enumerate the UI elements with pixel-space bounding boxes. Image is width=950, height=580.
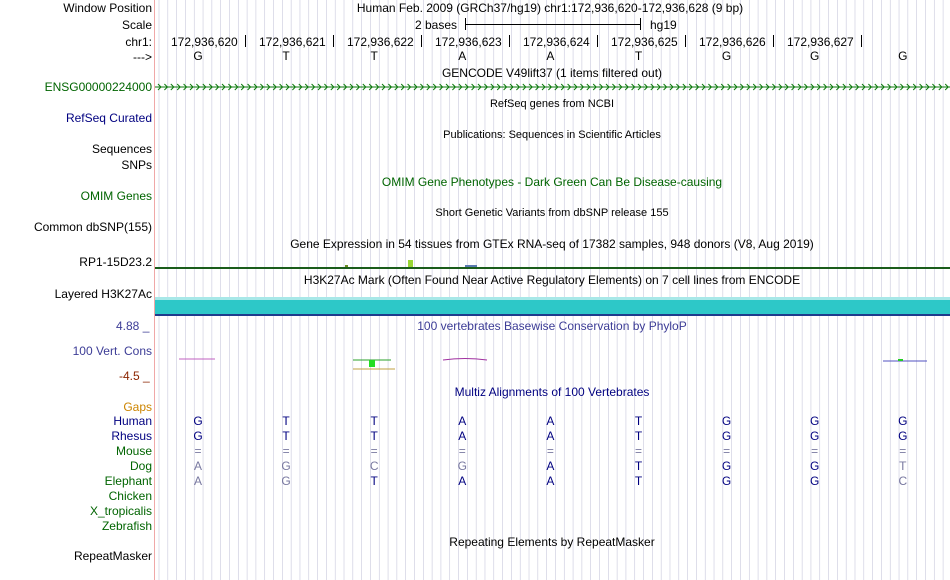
alignment-base: A xyxy=(546,414,555,428)
refseq-track-label[interactable]: RefSeq Curated xyxy=(65,111,152,125)
h3k27ac-track-label[interactable]: Layered H3K27Ac xyxy=(54,287,152,301)
base-letter: T xyxy=(282,49,290,63)
alignment-base: = xyxy=(282,444,290,458)
gtex-expression-bar[interactable] xyxy=(408,260,413,267)
omim-track-label[interactable]: OMIM Genes xyxy=(80,189,152,203)
alignment-base: T xyxy=(899,459,907,473)
alignment-base: G xyxy=(721,414,732,428)
alignment-base: G xyxy=(457,459,467,473)
window-position-title: Human Feb. 2009 (GRCh37/hg19) chr1:172,936,620-172,936,628 (9 bp) xyxy=(356,1,744,15)
base-letter: T xyxy=(634,49,643,63)
base-letter: G xyxy=(898,49,908,63)
alignment-base: G xyxy=(898,429,908,443)
phylop-conservation-plot[interactable] xyxy=(155,350,950,374)
base-letter: A xyxy=(546,49,555,63)
species-label[interactable]: Human xyxy=(113,414,152,428)
position-tick-mark xyxy=(685,35,686,47)
position-tick-mark xyxy=(245,35,246,47)
alignment-base: A xyxy=(193,459,203,473)
alignment-base: A xyxy=(546,474,555,488)
h3k27ac-track-title[interactable]: H3K27Ac Mark (Often Found Near Active Regulatory Elements) on 7 cell lines from ENCODE xyxy=(303,273,801,287)
base-letter: T xyxy=(370,49,378,63)
chrom-label[interactable]: chr1: xyxy=(125,35,152,49)
alignment-base: T xyxy=(634,474,643,488)
phylop-min-value: -4.5 _ xyxy=(119,369,150,383)
gaps-label[interactable]: Gaps xyxy=(123,400,152,414)
alignment-base: G xyxy=(193,429,203,443)
alignment-base: A xyxy=(546,459,555,473)
alignment-base: G xyxy=(193,414,203,428)
gtex-track-title[interactable]: Gene Expression in 54 tissues from GTEx RNA-seq of 17382 samples, 948 donors (V8, Aug 2019) xyxy=(290,237,814,251)
alignment-base: T xyxy=(634,429,643,443)
species-label[interactable]: Mouse xyxy=(115,444,152,458)
position-tick-mark xyxy=(509,35,510,47)
gtex-expression-bar[interactable] xyxy=(465,265,477,267)
window-position-label: Window Position xyxy=(63,1,152,15)
gtex-expression-baseline[interactable] xyxy=(155,267,950,269)
dbsnp-track-title[interactable]: Short Genetic Variants from dbSNP release 155 xyxy=(435,207,669,219)
gencode-track-title[interactable]: GENCODE V49lift37 (1 items filtered out) xyxy=(441,66,663,80)
alignment-base: A xyxy=(458,474,467,488)
snps-track-label[interactable]: SNPs xyxy=(121,158,152,172)
scale-bar-right-tick xyxy=(640,18,641,30)
alignment-base: T xyxy=(634,414,643,428)
omim-track-title[interactable]: OMIM Gene Phenotypes - Dark Green Can Be Disease-causing xyxy=(381,175,723,189)
position-tick-label: 172,936,623 xyxy=(435,35,502,49)
alignment-base: G xyxy=(810,459,820,473)
base-letter: G xyxy=(810,49,820,63)
position-tick-label: 172,936,620 xyxy=(171,35,238,49)
alignment-base: = xyxy=(634,444,643,458)
gtex-track-label[interactable]: RP1-15D23.2 xyxy=(79,255,152,269)
gencode-track-label[interactable]: ENSG00000224000 xyxy=(44,80,152,94)
alignment-base: = xyxy=(899,444,907,458)
base-letter: G xyxy=(193,49,203,63)
alignment-base: A xyxy=(458,429,467,443)
species-label[interactable]: Zebrafish xyxy=(101,519,152,533)
phylop-track-title[interactable]: 100 vertebrates Basewise Conservation by PhyloP xyxy=(417,319,687,333)
alignment-base: = xyxy=(723,444,731,458)
scale-bar xyxy=(465,24,641,25)
alignment-base: G xyxy=(810,414,820,428)
alignment-base: = xyxy=(458,444,466,458)
species-label[interactable]: Rhesus xyxy=(111,429,152,443)
alignment-base: G xyxy=(721,429,732,443)
alignment-base: G xyxy=(721,459,732,473)
position-tick-label: 172,936,626 xyxy=(699,35,766,49)
alignment-base: T xyxy=(282,414,290,428)
publications-track-title[interactable]: Publications: Sequences in Scientific Articles xyxy=(443,129,661,141)
alignment-base: = xyxy=(194,444,202,458)
species-label[interactable]: Dog xyxy=(129,459,152,473)
alignment-base: G xyxy=(281,474,291,488)
alignment-base: A xyxy=(546,429,555,443)
alignment-base: T xyxy=(370,474,378,488)
h3k27ac-signal-base[interactable] xyxy=(155,314,950,316)
position-tick-mark xyxy=(333,35,334,47)
repeatmasker-track-label[interactable]: RepeatMasker xyxy=(73,549,152,563)
position-tick-label: 172,936,627 xyxy=(787,35,854,49)
alignment-base: G xyxy=(281,459,291,473)
alignment-base: T xyxy=(634,459,643,473)
position-tick-mark xyxy=(861,35,862,47)
position-tick-mark xyxy=(597,35,598,47)
phylop-track-label[interactable]: 100 Vert. Cons xyxy=(72,344,152,358)
repeatmasker-track-title[interactable]: Repeating Elements by RepeatMasker xyxy=(449,535,655,549)
base-letter: A xyxy=(458,49,467,63)
alignment-base: = xyxy=(370,444,378,458)
alignment-base: T xyxy=(370,429,378,443)
alignment-base: G xyxy=(898,414,908,428)
alignment-base: C xyxy=(898,474,908,488)
alignment-base: C xyxy=(369,459,379,473)
position-tick-mark xyxy=(773,35,774,47)
multiz-track-title[interactable]: Multiz Alignments of 100 Vertebrates xyxy=(454,385,650,399)
alignment-base: G xyxy=(810,429,820,443)
strand-label: ---> xyxy=(133,50,152,64)
gtex-expression-bar[interactable] xyxy=(345,265,348,267)
alignment-base: T xyxy=(282,429,290,443)
gencode-gene-feature[interactable] xyxy=(155,81,950,93)
species-label[interactable]: Elephant xyxy=(104,474,152,488)
scale-text: 2 bases xyxy=(415,18,458,32)
alignment-base: = xyxy=(546,444,554,458)
alignment-base: T xyxy=(370,414,378,428)
species-label[interactable]: Chicken xyxy=(108,489,152,503)
species-label[interactable]: X_tropicalis xyxy=(89,504,152,518)
position-tick-label: 172,936,622 xyxy=(347,35,414,49)
dbsnp-track-label[interactable]: Common dbSNP(155) xyxy=(33,220,152,234)
alignment-base: A xyxy=(193,474,203,488)
position-tick-mark xyxy=(421,35,422,47)
position-tick-label: 172,936,625 xyxy=(611,35,678,49)
base-letter: G xyxy=(721,49,732,63)
refseq-track-title[interactable]: RefSeq genes from NCBI xyxy=(489,98,615,110)
alignment-base: G xyxy=(810,474,820,488)
h3k27ac-signal[interactable] xyxy=(155,300,950,314)
phylop-max-value: 4.88 _ xyxy=(116,319,150,333)
sequences-track-label[interactable]: Sequences xyxy=(91,142,152,156)
scale-assembly: hg19 xyxy=(650,18,677,32)
position-tick-label: 172,936,624 xyxy=(523,35,590,49)
position-tick-label: 172,936,621 xyxy=(259,35,326,49)
alignment-base: G xyxy=(721,474,732,488)
alignment-base: A xyxy=(458,414,467,428)
scale-label: Scale xyxy=(121,18,152,32)
alignment-base: = xyxy=(811,444,819,458)
